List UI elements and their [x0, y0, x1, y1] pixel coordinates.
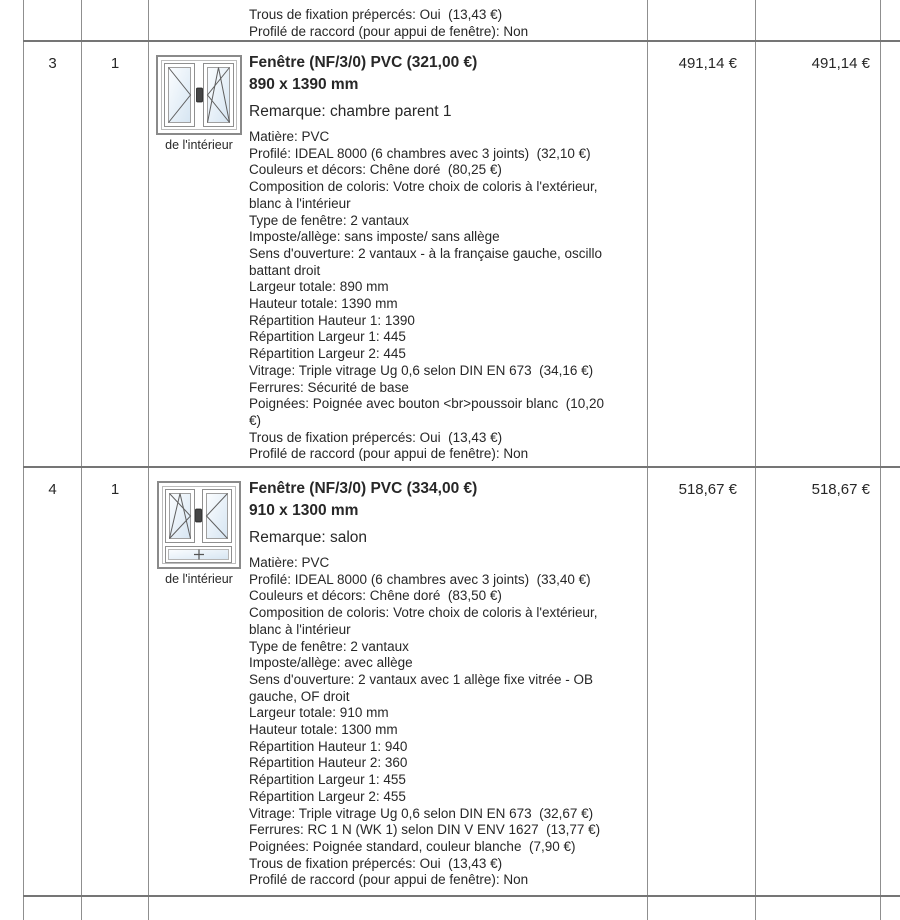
total-price: 491,14 € [811, 55, 870, 72]
detail-line: Type de fenêtre: 2 vantaux [249, 638, 409, 654]
detail-line: Répartition Largeur 1: 455 [249, 772, 406, 788]
detail-line: Matière: PVC [249, 555, 330, 570]
detail-line: Profilé: IDEAL 8000 (6 chambres avec 3 joints) (33,40 €) [249, 571, 591, 587]
detail-line: Ferrures: RC 1 N (WK 1) selon DIN V ENV 1627 (13,77 €) [249, 822, 601, 838]
image-caption: de l'intérieur [165, 138, 233, 152]
product-image [155, 481, 243, 586]
detail-line: battant droit [249, 262, 321, 278]
product-dimensions: 890 x 1390 mm [249, 75, 359, 93]
detail-line: Poignées: Poignée standard, couleur blanche (7,90 €) [249, 838, 576, 854]
description-cell [148, 468, 647, 895]
table-row-item-4 [23, 468, 900, 897]
detail-line: blanc à l'intérieur [249, 621, 351, 637]
detail-lines [249, 7, 645, 40]
description-cell [148, 897, 647, 920]
unit-price-cell [647, 468, 755, 895]
total-price-cell [755, 468, 880, 895]
detail-line: gauche, OF droit [249, 688, 350, 704]
detail-line: Répartition Largeur 1: 445 [249, 329, 406, 345]
table-row-partial-top [23, 0, 900, 42]
quantity-cell [81, 42, 148, 466]
detail-line: Largeur totale: 890 mm [249, 279, 389, 295]
quantity-cell [81, 0, 148, 40]
detail-line: Hauteur totale: 1390 mm [249, 296, 398, 312]
detail-line: Sens d'ouverture: 2 vantaux - à la française gauche, oscillo [249, 245, 603, 261]
product-title-line: Fenêtre (NF/3/0) PVC (321,00 €) [249, 54, 478, 71]
detail-line: Trous de fixation prépercés: Oui (13,43 €) [249, 7, 503, 22]
table-edge-cell [880, 42, 900, 466]
double-casement-window-with-fixed-lower-panel-icon [157, 481, 241, 569]
item-number-cell [23, 0, 81, 40]
product-description [249, 468, 645, 889]
product-remark: Remarque: salon [249, 529, 368, 546]
table-row-item-3 [23, 42, 900, 468]
detail-line: Hauteur totale: 1300 mm [249, 722, 398, 738]
table-edge-cell [880, 0, 900, 40]
detail-line: Répartition Hauteur 1: 1390 [249, 312, 415, 328]
detail-line: Profilé: IDEAL 8000 (6 chambres avec 3 joints) (32,10 €) [249, 145, 591, 161]
detail-line: Trous de fixation prépercés: Oui (13,43 €) [249, 429, 503, 445]
detail-line: Imposte/allège: sans imposte/ sans allège [249, 229, 500, 245]
item-number-cell [23, 468, 81, 895]
total-price: 518,67 € [811, 481, 870, 498]
detail-line: Composition de coloris: Votre choix de coloris à l'extérieur, [249, 179, 598, 195]
item-number: 3 [48, 55, 57, 72]
product-title-line: Fenêtre (NF/3/0) PVC (334,00 €) [249, 480, 478, 497]
detail-line: Largeur totale: 910 mm [249, 705, 389, 721]
detail-line: Poignées: Poignée avec bouton <br>poussoir blanc (10,20 [249, 396, 605, 412]
detail-line: Sens d'ouverture: 2 vantaux avec 1 allège fixe vitrée - OB [249, 671, 594, 687]
quantity: 1 [110, 481, 120, 498]
detail-line: Répartition Hauteur 2: 360 [249, 755, 408, 771]
product-dimensions: 910 x 1300 mm [249, 501, 359, 519]
item-number: 4 [48, 481, 57, 498]
detail-lines [249, 129, 645, 463]
table-row-partial-bottom [23, 897, 900, 920]
detail-line: Matière: PVC [249, 129, 330, 144]
table-edge-cell [880, 468, 900, 895]
detail-line: Vitrage: Triple vitrage Ug 0,6 selon DIN EN 673 (34,16 €) [249, 362, 594, 378]
detail-line: €) [249, 412, 262, 428]
product-remark: Remarque: chambre parent 1 [249, 103, 452, 120]
description-cell [148, 42, 647, 466]
quote-items-table [23, 0, 900, 920]
product-description [249, 42, 645, 463]
unit-price: 518,67 € [678, 481, 737, 498]
unit-price-cell [647, 897, 755, 920]
description-cell [148, 0, 647, 40]
detail-line: Trous de fixation prépercés: Oui (13,43 €) [249, 855, 503, 871]
detail-line: Profilé de raccord (pour appui de fenêtre): Non [249, 23, 529, 39]
unit-price: 491,14 € [678, 55, 737, 72]
total-price-cell [755, 897, 880, 920]
product-image [155, 55, 243, 152]
detail-line: Couleurs et décors: Chêne doré (83,50 €) [249, 588, 502, 604]
product-title [249, 478, 645, 521]
image-caption: de l'intérieur [165, 572, 233, 586]
detail-line: Type de fenêtre: 2 vantaux [249, 212, 409, 228]
item-number-cell [23, 42, 81, 466]
product-title [249, 52, 645, 95]
detail-line: Profilé de raccord (pour appui de fenêtre): Non [249, 872, 529, 888]
detail-line: Vitrage: Triple vitrage Ug 0,6 selon DIN EN 673 (32,67 €) [249, 805, 594, 821]
unit-price-cell [647, 42, 755, 466]
detail-line: Composition de coloris: Votre choix de coloris à l'extérieur, [249, 605, 598, 621]
quantity: 1 [110, 55, 120, 72]
detail-line: Répartition Hauteur 1: 940 [249, 738, 408, 754]
detail-line: Répartition Largeur 2: 445 [249, 346, 406, 362]
detail-line: Ferrures: Sécurité de base [249, 379, 409, 395]
detail-line: blanc à l'intérieur [249, 195, 351, 211]
detail-line: Imposte/allège: avec allège [249, 655, 413, 671]
detail-lines [249, 555, 645, 889]
table-edge-cell [880, 897, 900, 920]
total-price-cell [755, 42, 880, 466]
total-price-cell [755, 0, 880, 40]
quantity-cell [81, 897, 148, 920]
detail-line: Couleurs et décors: Chêne doré (80,25 €) [249, 162, 502, 178]
item-number-cell [23, 897, 81, 920]
detail-line: Profilé de raccord (pour appui de fenêtre): Non [249, 446, 529, 462]
quantity-cell [81, 468, 148, 895]
detail-line: Répartition Largeur 2: 455 [249, 788, 406, 804]
unit-price-cell [647, 0, 755, 40]
double-casement-window-icon [156, 55, 242, 135]
